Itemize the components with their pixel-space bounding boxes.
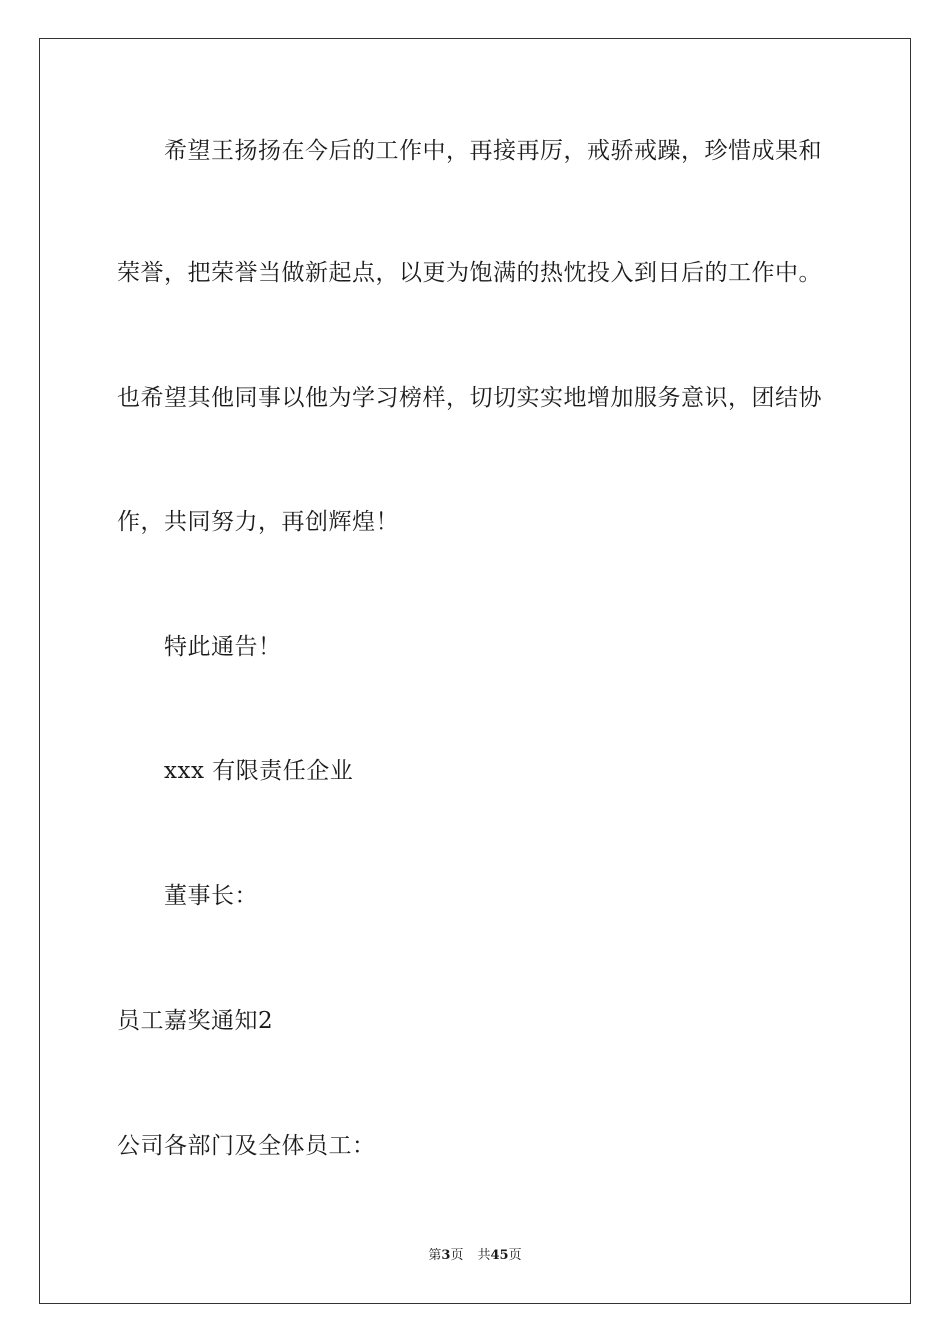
paragraph-line-1: 希望王扬扬在今后的工作中，再接再厉，戒骄戒躁，珍惜成果和 xyxy=(164,138,822,164)
chairman-signature-label: 董事长： xyxy=(164,883,258,909)
salutation: 公司各部门及全体员工： xyxy=(117,1133,376,1159)
company-name: xxx 有限责任企业 xyxy=(164,758,354,784)
page-border xyxy=(39,38,911,1304)
footer-page-number: 3 xyxy=(441,1248,451,1263)
paragraph-line-4: 作，共同努力，再创辉煌！ xyxy=(117,509,399,535)
paragraph-line-2: 荣誉，把荣誉当做新起点，以更为饱满的热忱投入到日后的工作中。 xyxy=(117,260,822,286)
footer-page-suffix: 页 xyxy=(450,1248,464,1263)
page-footer xyxy=(0,1247,950,1265)
section-heading: 员工嘉奖通知2 xyxy=(117,1008,274,1034)
closing-notice: 特此通告！ xyxy=(164,634,282,660)
footer-total-prefix: 共 xyxy=(477,1248,491,1263)
paragraph-line-3: 也希望其他同事以他为学习榜样，切切实实地增加服务意识，团结协 xyxy=(117,385,822,411)
footer-total-pages: 45 xyxy=(490,1248,509,1263)
footer-prefix: 第 xyxy=(428,1248,442,1263)
footer-total-suffix: 页 xyxy=(508,1248,522,1263)
